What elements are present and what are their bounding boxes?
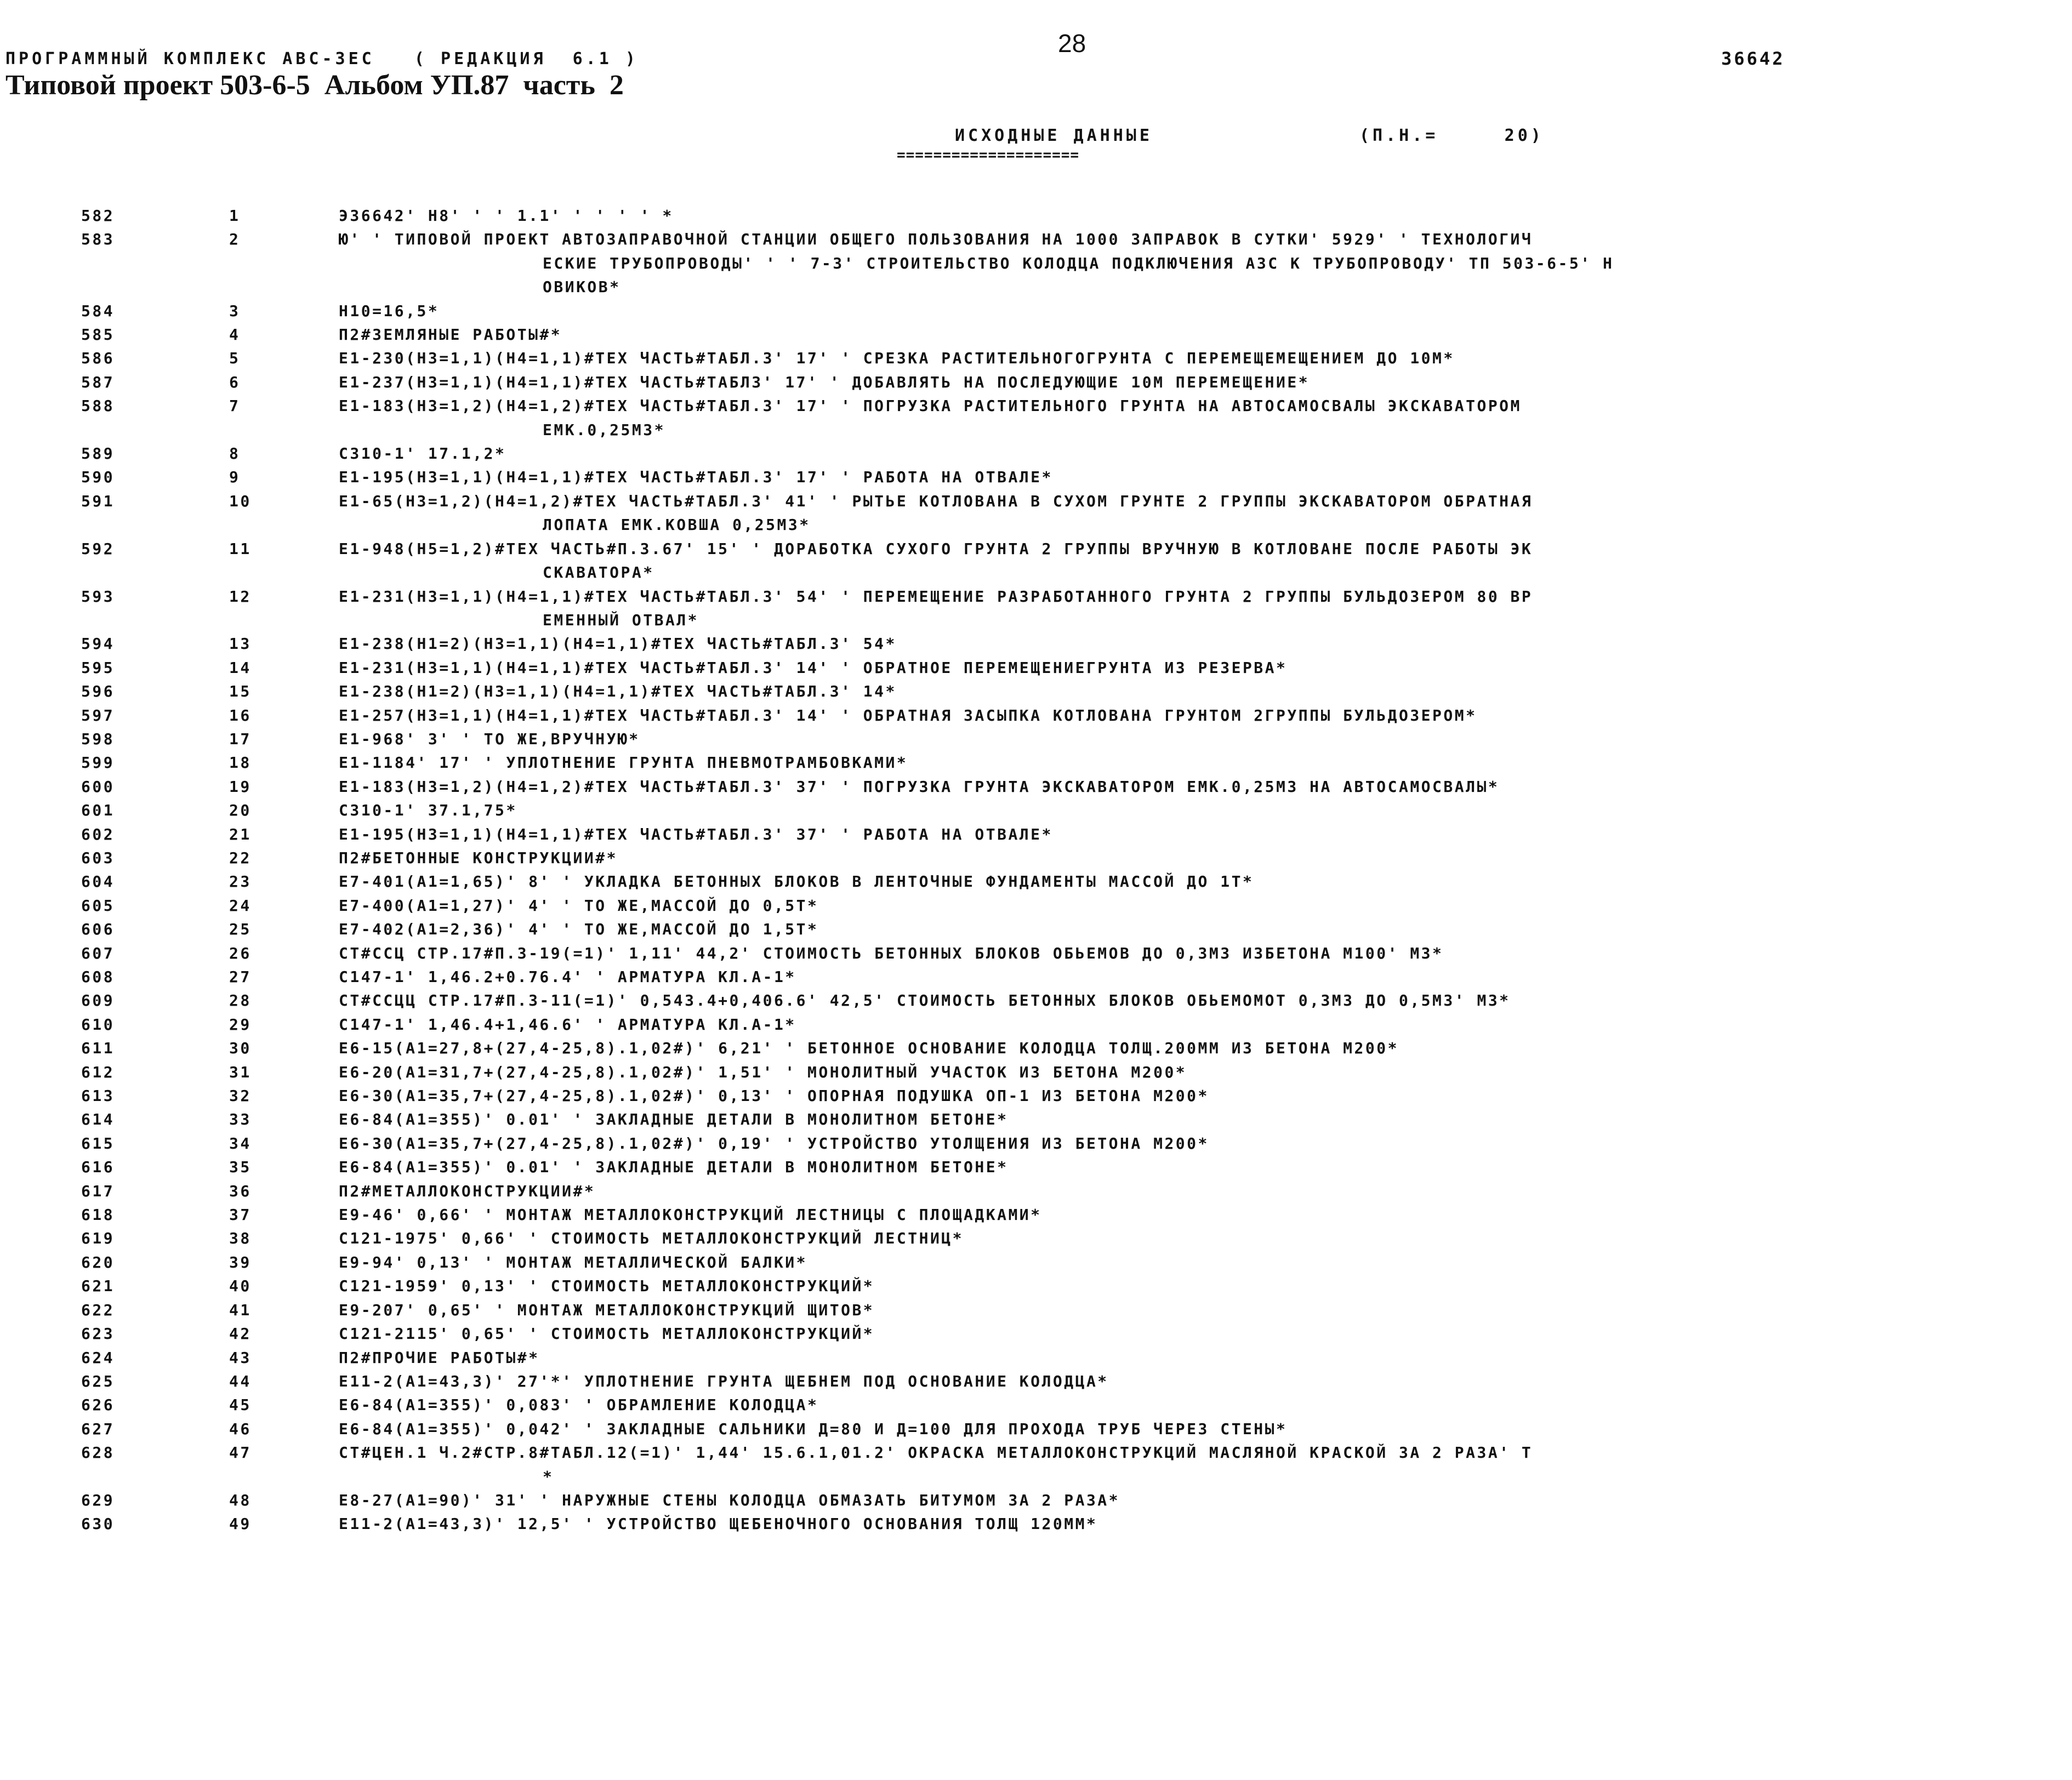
local-line-number: 16 (229, 706, 252, 724)
record-row (0, 1036, 2072, 1060)
input-data-title: ИСХОДНЫЕ ДАННЫЕ (955, 126, 1153, 145)
global-line-number: 593 (81, 587, 115, 606)
record-row (0, 727, 2072, 751)
record-text-line: Е8-27(А1=90)' 31' ' НАРУЖНЫЕ СТЕНЫ КОЛОДЦА ОБМАЗАТЬ БИТУМОМ ЗА 2 РАЗА* (339, 1491, 1120, 1509)
record-row (0, 227, 2072, 299)
local-line-number: 9 (229, 468, 241, 487)
global-line-number: 610 (81, 1015, 115, 1034)
program-name-line: ПРОГРАММНЫЙ КОМПЛЕКС АВС-3ЕС ( РЕДАКЦИЯ 6.1 ) (5, 49, 639, 69)
global-line-number: 622 (81, 1300, 115, 1319)
global-line-number: 623 (81, 1325, 115, 1343)
record-text (289, 942, 2038, 965)
record-row (0, 1512, 2072, 1536)
record-continuation-line: ОВИКОВ* (543, 278, 621, 296)
local-line-number: 1 (229, 207, 241, 225)
record-row (0, 1322, 2072, 1345)
record-text (289, 1274, 2038, 1298)
record-text-line: Е1-257(Н3=1,1)(Н4=1,1)#ТЕХ ЧАСТЬ#ТАБЛ.3' 14' ' ОБРАТНАЯ ЗАСЫПКА КОТЛОВАНА ГРУНТОМ 2ГРУППЫ БУЛЬДОЗЕРОМ* (339, 706, 1477, 724)
record-text (289, 704, 2038, 727)
global-line-number: 591 (81, 492, 115, 510)
record-text (289, 1179, 2038, 1203)
local-line-number: 6 (229, 373, 241, 391)
record-text-line: Ю' ' ТИПОВОЙ ПРОЕКТ АВТОЗАПРАВОЧНОЙ СТАНЦИИ ОБЩЕГО ПОЛЬЗОВАНИЯ НА 1000 ЗАПРАВОК В СУТКИ' 5929' ' ТЕХНОЛОГИЧ (339, 230, 1533, 249)
local-line-number: 10 (229, 492, 252, 510)
record-row (0, 465, 2072, 489)
record-row (0, 370, 2072, 394)
local-line-number: 37 (229, 1206, 252, 1224)
local-line-number: 41 (229, 1300, 252, 1319)
local-line-number: 38 (229, 1229, 252, 1248)
local-line-number: 48 (229, 1491, 252, 1509)
record-text-line: С310-1' 37.1,75* (339, 801, 517, 820)
record-text-line: Е1-231(Н3=1,1)(Н4=1,1)#ТЕХ ЧАСТЬ#ТАБЛ.3' 54' ' ПЕРЕМЕЩЕНИЕ РАЗРАБОТАННОГО ГРУНТА 2 ГРУППЫ БУЛЬДОЗЕРОМ 80 ВР (339, 587, 1533, 606)
global-line-number: 614 (81, 1110, 115, 1129)
record-text-line: С121-1959' 0,13' ' СТОИМОСТЬ МЕТАЛЛОКОНСТРУКЦИЙ* (339, 1277, 875, 1296)
record-row (0, 1108, 2072, 1131)
local-line-number: 35 (229, 1158, 252, 1177)
local-line-number: 21 (229, 825, 252, 843)
global-line-number: 602 (81, 825, 115, 843)
record-text-line: Е1-230(Н3=1,1)(Н4=1,1)#ТЕХ ЧАСТЬ#ТАБЛ.3' 17' ' СРЕЗКА РАСТИТЕЛЬНОГОГРУНТА С ПЕРЕМЕЩЕМЕЩЕНИЕМ ДО 10М* (339, 349, 1455, 368)
local-line-number: 44 (229, 1372, 252, 1390)
record-row (0, 1417, 2072, 1441)
global-line-number: 605 (81, 896, 115, 915)
record-text-line: Е1-183(Н3=1,2)(Н4=1,2)#ТЕХ ЧАСТЬ#ТАБЛ.3' 37' ' ПОГРУЗКА ГРУНТА ЭКСКАВАТОРОМ ЕМК.0,25М3 НА АВТОСАМОСВАЛЫ* (339, 777, 1500, 796)
record-text (289, 1108, 2038, 1131)
record-row (0, 1393, 2072, 1417)
local-line-number: 27 (229, 968, 252, 986)
record-text (289, 751, 2038, 774)
global-line-number: 589 (81, 444, 115, 463)
local-line-number: 2 (229, 230, 241, 249)
record-row (0, 917, 2072, 941)
record-text-line: Е6-30(А1=35,7+(27,4-25,8).1,02#)' 0,19' ' УСТРОЙСТВО УТОЛЩЕНИЯ ИЗ БЕТОНА М200* (339, 1134, 1209, 1153)
local-line-number: 45 (229, 1396, 252, 1414)
global-line-number: 613 (81, 1087, 115, 1105)
record-row (0, 442, 2072, 465)
record-text-line: Е1-65(Н3=1,2)(Н4=1,2)#ТЕХ ЧАСТЬ#ТАБЛ.3' 41' ' РЫТЬЕ КОТЛОВАНА В СУХОМ ГРУНТЕ 2 ГРУППЫ ЭКСКАВАТОРОМ ОБРАТНАЯ (339, 492, 1533, 510)
page-reference: (П.Н.= 20) (1359, 126, 1544, 145)
record-text-line: Е7-401(А1=1,65)' 8' ' УКЛАДКА БЕТОННЫХ БЛОКОВ В ЛЕНТОЧНЫЕ ФУНДАМЕНТЫ МАССОЙ ДО 1Т* (339, 872, 1254, 891)
record-text (289, 965, 2038, 989)
record-text-line: С147-1' 1,46.2+0.76.4' ' АРМАТУРА КЛ.А-1* (339, 968, 796, 986)
record-row (0, 704, 2072, 727)
title-underline: ==================== (897, 147, 1080, 163)
record-row (0, 680, 2072, 703)
record-row (0, 1060, 2072, 1084)
global-line-number: 600 (81, 777, 115, 796)
record-row (0, 1370, 2072, 1393)
global-line-number: 590 (81, 468, 115, 487)
local-line-number: 29 (229, 1015, 252, 1034)
global-line-number: 625 (81, 1372, 115, 1390)
record-text (289, 894, 2038, 917)
global-line-number: 587 (81, 373, 115, 391)
record-text-line: Е7-400(А1=1,27)' 4' ' ТО ЖЕ,МАССОЙ ДО 0,5Т* (339, 896, 819, 915)
record-text-line: Е6-84(А1=355)' 0,083' ' ОБРАМЛЕНИЕ КОЛОДЦА* (339, 1396, 819, 1414)
record-text (289, 870, 2038, 893)
record-row (0, 894, 2072, 917)
local-line-number: 20 (229, 801, 252, 820)
record-text (289, 727, 2038, 751)
record-text (289, 442, 2038, 465)
global-line-number: 583 (81, 230, 115, 249)
record-text-line: Е1-231(Н3=1,1)(Н4=1,1)#ТЕХ ЧАСТЬ#ТАБЛ.3' 14' ' ОБРАТНОЕ ПЕРЕМЕЩЕНИЕГРУНТА ИЗ РЕЗЕРВА* (339, 658, 1288, 677)
record-text-line: П2#БЕТОННЫЕ КОНСТРУКЦИИ#* (339, 848, 618, 867)
global-line-number: 608 (81, 968, 115, 986)
local-line-number: 18 (229, 754, 252, 772)
record-continuation-line: ЕСКИЕ ТРУБОПРОВОДЫ' ' ' 7-3' СТРОИТЕЛЬСТВО КОЛОДЦА ПОДКЛЮЧЕНИЯ АЗС К ТРУБОПРОВОДУ' ТП 503-6-5' Н (543, 254, 1614, 272)
global-line-number: 607 (81, 944, 115, 962)
global-line-number: 596 (81, 682, 115, 701)
record-text (289, 680, 2038, 703)
record-text (289, 346, 2038, 370)
local-line-number: 3 (229, 301, 241, 320)
record-row (0, 1251, 2072, 1274)
record-text (289, 1441, 2038, 1488)
record-text (289, 1322, 2038, 1345)
record-text-line: Е1-195(Н3=1,1)(Н4=1,1)#ТЕХ ЧАСТЬ#ТАБЛ.3' 37' ' РАБОТА НА ОТВАЛЕ* (339, 825, 1053, 843)
record-continuation-line: СКАВАТОРА* (543, 563, 654, 582)
local-line-number: 43 (229, 1348, 252, 1367)
record-row (0, 798, 2072, 822)
global-line-number: 599 (81, 754, 115, 772)
global-line-number: 584 (81, 301, 115, 320)
global-line-number: 624 (81, 1348, 115, 1367)
record-text (289, 299, 2038, 323)
project-title-line: Типовой проект 503-6-5 Альбом УП.87 часть 2 (5, 70, 624, 101)
local-line-number: 13 (229, 635, 252, 653)
local-line-number: 11 (229, 539, 252, 558)
local-line-number: 39 (229, 1253, 252, 1271)
global-line-number: 617 (81, 1182, 115, 1200)
record-text (289, 632, 2038, 655)
record-text-line: П2#ЗЕМЛЯНЫЕ РАБОТЫ#* (339, 326, 562, 344)
record-row (0, 1298, 2072, 1322)
record-text (289, 656, 2038, 680)
record-text-line: СТ#ССЦЦ СТР.17#П.3-11(=1)' 0,543.4+0,406.6' 42,5' СТОИМОСТЬ БЕТОННЫХ БЛОКОВ ОБЬЕМОМОТ 0,3М3 ДО 0,5М3' М3* (339, 991, 1511, 1010)
record-text (289, 1393, 2038, 1417)
local-line-number: 34 (229, 1134, 252, 1153)
record-text-line: Е1-237(Н3=1,1)(Н4=1,1)#ТЕХ ЧАСТЬ#ТАБЛ3' 17' ' ДОБАВЛЯТЬ НА ПОСЛЕДУЮЩИЕ 10М ПЕРЕМЕЩЕНИЕ* (339, 373, 1310, 391)
local-line-number: 8 (229, 444, 241, 463)
record-text-line: СТ#ЦЕН.1 Ч.2#СТР.8#ТАБЛ.12(=1)' 1,44' 15.6.1,01.2' ОКРАСКА МЕТАЛЛОКОНСТРУКЦИЙ МАСЛЯНОЙ КРАСКОЙ ЗА 2 РАЗА' Т (339, 1444, 1533, 1462)
global-line-number: 603 (81, 848, 115, 867)
record-text (289, 489, 2038, 537)
record-text (289, 227, 2038, 299)
record-row (0, 1346, 2072, 1370)
global-line-number: 595 (81, 658, 115, 677)
record-row (0, 965, 2072, 989)
global-line-number: 594 (81, 635, 115, 653)
record-row (0, 775, 2072, 798)
record-text-line: Е7-402(А1=2,36)' 4' ' ТО ЖЕ,МАССОЙ ДО 1,5Т* (339, 920, 819, 939)
global-line-number: 598 (81, 729, 115, 748)
record-row (0, 323, 2072, 346)
global-line-number: 604 (81, 872, 115, 891)
record-text (289, 798, 2038, 822)
record-text (289, 1084, 2038, 1108)
record-text-line: Е1-1184' 17' ' УПЛОТНЕНИЕ ГРУНТА ПНЕВМОТРАМБОВКАМИ* (339, 754, 908, 772)
global-line-number: 611 (81, 1039, 115, 1058)
record-row (0, 1084, 2072, 1108)
record-text (289, 1203, 2038, 1226)
global-line-number: 616 (81, 1158, 115, 1177)
record-text-line: С310-1' 17.1,2* (339, 444, 506, 463)
record-row (0, 656, 2072, 680)
record-row (0, 1155, 2072, 1179)
record-text (289, 585, 2038, 632)
record-text (289, 1013, 2038, 1036)
record-text-line: П2#МЕТАЛЛОКОНСТРУКЦИИ#* (339, 1182, 596, 1200)
local-line-number: 19 (229, 777, 252, 796)
global-line-number: 597 (81, 706, 115, 724)
record-text-line: Е1-948(Н5=1,2)#ТЕХ ЧАСТЬ#П.3.67' 15' ' ДОРАБОТКА СУХОГО ГРУНТА 2 ГРУППЫ ВРУЧНУЮ В КОТЛОВАНЕ ПОСЛЕ РАБОТЫ ЭК (339, 539, 1533, 558)
record-text (289, 1346, 2038, 1370)
record-text (289, 465, 2038, 489)
global-line-number: 629 (81, 1491, 115, 1509)
record-continuation-line: ЛОПАТА ЕМК.КОВША 0,25М3* (543, 516, 811, 534)
local-line-number: 15 (229, 682, 252, 701)
record-text (289, 775, 2038, 798)
global-line-number: 606 (81, 920, 115, 939)
record-row (0, 489, 2072, 537)
record-row (0, 299, 2072, 323)
record-text-line: С121-1975' 0,66' ' СТОИМОСТЬ МЕТАЛЛОКОНСТРУКЦИЙ ЛЕСТНИЦ* (339, 1229, 964, 1248)
global-line-number: 588 (81, 397, 115, 415)
local-line-number: 12 (229, 587, 252, 606)
local-line-number: 31 (229, 1063, 252, 1081)
record-text-line: Е1-238(Н1=2)(Н3=1,1)(Н4=1,1)#ТЕХ ЧАСТЬ#ТАБЛ.3' 14* (339, 682, 897, 701)
record-text-line: Е6-15(А1=27,8+(27,4-25,8).1,02#)' 6,21' ' БЕТОННОЕ ОСНОВАНИЕ КОЛОДЦА ТОЛЩ.200ММ ИЗ БЕТОНА М200* (339, 1039, 1399, 1058)
record-text-line: СТ#ССЦ СТР.17#П.3-19(=1)' 1,11' 44,2' СТОИМОСТЬ БЕТОННЫХ БЛОКОВ ОБЬЕМОВ ДО 0,3М3 ИЗБЕТОНА М100' М3* (339, 944, 1444, 962)
local-line-number: 25 (229, 920, 252, 939)
record-text (289, 370, 2038, 394)
record-continuation-line: * (543, 1467, 554, 1486)
record-row (0, 1441, 2072, 1488)
record-row (0, 1179, 2072, 1203)
global-line-number: 619 (81, 1229, 115, 1248)
record-text (289, 1417, 2038, 1441)
local-line-number: 17 (229, 729, 252, 748)
local-line-number: 22 (229, 848, 252, 867)
record-text-line: Е6-30(А1=35,7+(27,4-25,8).1,02#)' 0,13' ' ОПОРНАЯ ПОДУШКА ОП-1 ИЗ БЕТОНА М200* (339, 1087, 1209, 1105)
record-row (0, 751, 2072, 774)
global-line-number: 582 (81, 207, 115, 225)
record-text (289, 917, 2038, 941)
record-text-line: Е9-207' 0,65' ' МОНТАЖ МЕТАЛЛОКОНСТРУКЦИЙ ЩИТОВ* (339, 1300, 875, 1319)
record-text (289, 1298, 2038, 1322)
global-line-number: 626 (81, 1396, 115, 1414)
record-text-line: Е6-84(А1=355)' 0.01' ' ЗАКЛАДНЫЕ ДЕТАЛИ В МОНОЛИТНОМ БЕТОНЕ* (339, 1158, 1009, 1177)
global-line-number: 592 (81, 539, 115, 558)
record-row (0, 204, 2072, 227)
record-text-line: Е6-20(А1=31,7+(27,4-25,8).1,02#)' 1,51' ' МОНОЛИТНЫЙ УЧАСТОК ИЗ БЕТОНА М200* (339, 1063, 1187, 1081)
record-text-line: Э36642' Н8' ' ' 1.1' ' ' ' ' * (339, 207, 674, 225)
global-line-number: 618 (81, 1206, 115, 1224)
global-line-number: 628 (81, 1444, 115, 1462)
record-text (289, 1132, 2038, 1155)
record-text-line: П2#ПРОЧИЕ РАБОТЫ#* (339, 1348, 540, 1367)
local-line-number: 7 (229, 397, 241, 415)
record-row (0, 1274, 2072, 1298)
record-text (289, 1512, 2038, 1536)
record-text (289, 989, 2038, 1012)
record-continuation-line: ЕМК.0,25М3* (543, 420, 665, 439)
global-line-number: 585 (81, 326, 115, 344)
record-text (289, 1155, 2038, 1179)
record-row (0, 394, 2072, 442)
record-text-line: Е6-84(А1=355)' 0.01' ' ЗАКЛАДНЫЕ ДЕТАЛИ В МОНОЛИТНОМ БЕТОНЕ* (339, 1110, 1009, 1129)
record-row (0, 585, 2072, 632)
local-line-number: 47 (229, 1444, 252, 1462)
record-text-line: Е1-968' 3' ' ТО ЖЕ,ВРУЧНУЮ* (339, 729, 640, 748)
record-text-line: С147-1' 1,46.4+1,46.6' ' АРМАТУРА КЛ.А-1* (339, 1015, 796, 1034)
record-text-line: Е9-94' 0,13' ' МОНТАЖ МЕТАЛЛИЧЕСКОЙ БАЛКИ* (339, 1253, 808, 1271)
record-row (0, 846, 2072, 870)
global-line-number: 615 (81, 1134, 115, 1153)
global-line-number: 609 (81, 991, 115, 1010)
global-line-number: 621 (81, 1277, 115, 1296)
global-line-number: 601 (81, 801, 115, 820)
local-line-number: 23 (229, 872, 252, 891)
record-text (289, 823, 2038, 846)
global-line-number: 627 (81, 1419, 115, 1438)
global-line-number: 620 (81, 1253, 115, 1271)
local-line-number: 24 (229, 896, 252, 915)
local-line-number: 32 (229, 1087, 252, 1105)
record-text (289, 1226, 2038, 1250)
record-row (0, 989, 2072, 1012)
global-line-number: 586 (81, 349, 115, 368)
record-row (0, 942, 2072, 965)
record-row (0, 632, 2072, 655)
record-row (0, 1488, 2072, 1512)
record-text (289, 394, 2038, 442)
document-code: 36642 (1721, 48, 1785, 69)
local-line-number: 14 (229, 658, 252, 677)
local-line-number: 33 (229, 1110, 252, 1129)
record-text (289, 204, 2038, 227)
record-text-line: Е1-183(Н3=1,2)(Н4=1,2)#ТЕХ ЧАСТЬ#ТАБЛ.3' 17' ' ПОГРУЗКА РАСТИТЕЛЬНОГО ГРУНТА НА АВТОСАМОСВАЛЫ ЭКСКАВАТОРОМ (339, 397, 1522, 415)
local-line-number: 4 (229, 326, 241, 344)
record-text-line: Е1-195(Н3=1,1)(Н4=1,1)#ТЕХ ЧАСТЬ#ТАБЛ.3' 17' ' РАБОТА НА ОТВАЛЕ* (339, 468, 1053, 487)
record-text-line: Е6-84(А1=355)' 0,042' ' ЗАКЛАДНЫЕ САЛЬНИКИ Д=80 И Д=100 ДЛЯ ПРОХОДА ТРУБ ЧЕРЕЗ СТЕНЫ* (339, 1419, 1288, 1438)
global-line-number: 612 (81, 1063, 115, 1081)
record-row (0, 1226, 2072, 1250)
local-line-number: 49 (229, 1515, 252, 1533)
page-number: 28 (1058, 29, 1086, 58)
record-row (0, 1203, 2072, 1226)
record-text-line: Е11-2(А1=43,3)' 12,5' ' УСТРОЙСТВО ЩЕБЕНОЧНОГО ОСНОВАНИЯ ТОЛЩ 120ММ* (339, 1515, 1098, 1533)
record-continuation-line: ЕМЕННЫЙ ОТВАЛ* (543, 611, 699, 629)
record-row (0, 1132, 2072, 1155)
record-text-line: Е9-46' 0,66' ' МОНТАЖ МЕТАЛЛОКОНСТРУКЦИЙ ЛЕСТНИЦЫ С ПЛОЩАДКАМИ* (339, 1206, 1042, 1224)
local-line-number: 46 (229, 1419, 252, 1438)
record-row (0, 1013, 2072, 1036)
local-line-number: 30 (229, 1039, 252, 1058)
record-text-line: Е11-2(А1=43,3)' 27'*' УПЛОТНЕНИЕ ГРУНТА ЩЕБНЕМ ПОД ОСНОВАНИЕ КОЛОДЦА* (339, 1372, 1109, 1390)
record-text-line: Е1-238(Н1=2)(Н3=1,1)(Н4=1,1)#ТЕХ ЧАСТЬ#ТАБЛ.3' 54* (339, 635, 897, 653)
local-line-number: 40 (229, 1277, 252, 1296)
record-text (289, 1488, 2038, 1512)
local-line-number: 26 (229, 944, 252, 962)
local-line-number: 36 (229, 1182, 252, 1200)
local-line-number: 5 (229, 349, 241, 368)
record-text (289, 1370, 2038, 1393)
record-text (289, 1060, 2038, 1084)
record-text (289, 1036, 2038, 1060)
record-row (0, 537, 2072, 585)
record-text (289, 537, 2038, 585)
record-text (289, 1251, 2038, 1274)
local-line-number: 42 (229, 1325, 252, 1343)
record-row (0, 346, 2072, 370)
record-text-line: Н10=16,5* (339, 301, 440, 320)
records-list (0, 204, 2072, 1536)
global-line-number: 630 (81, 1515, 115, 1533)
record-row (0, 870, 2072, 893)
record-text-line: С121-2115' 0,65' ' СТОИМОСТЬ МЕТАЛЛОКОНСТРУКЦИЙ* (339, 1325, 875, 1343)
local-line-number: 28 (229, 991, 252, 1010)
record-text (289, 323, 2038, 346)
record-row (0, 823, 2072, 846)
record-text (289, 846, 2038, 870)
